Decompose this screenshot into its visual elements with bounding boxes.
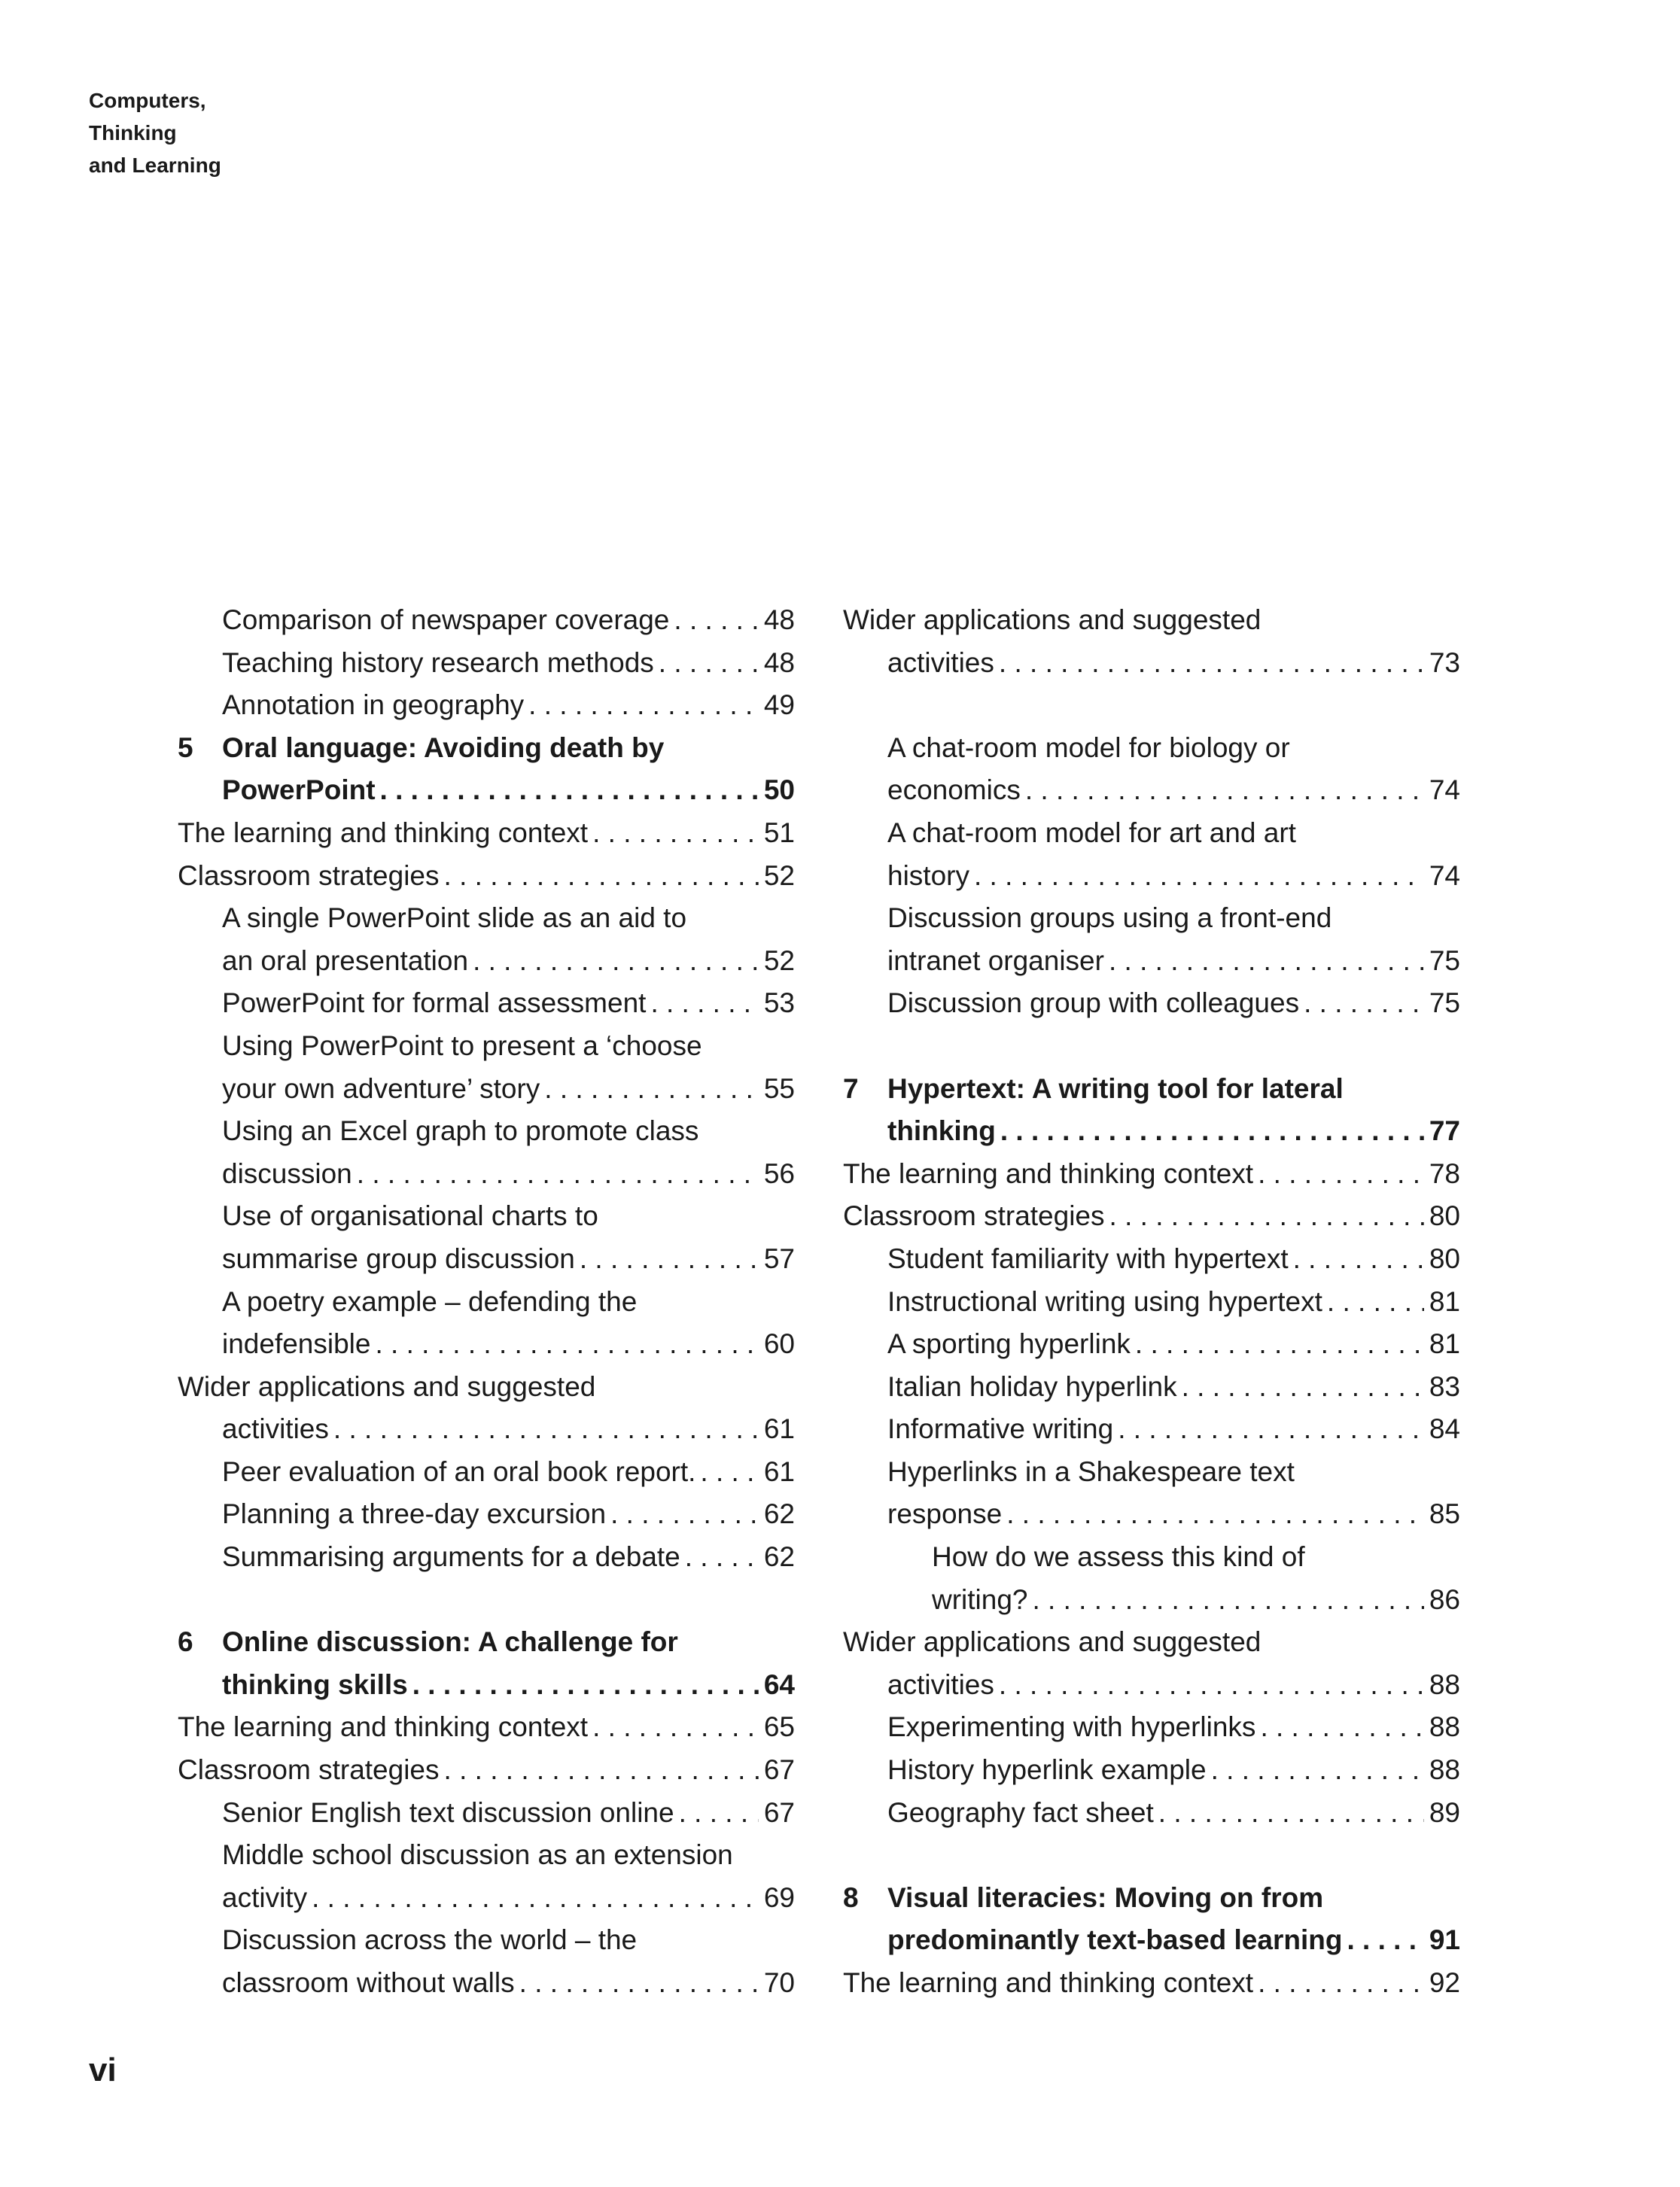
toc-entry-title: discussion — [222, 1157, 352, 1189]
dot-leader — [610, 1493, 759, 1536]
toc-entry[interactable] — [843, 1962, 1460, 2005]
toc-entry[interactable] — [178, 982, 795, 1025]
toc-entry-title: A chat-room model for biology or — [887, 732, 1290, 763]
toc-entry[interactable] — [178, 1706, 795, 1749]
toc-entry-line — [843, 727, 1460, 770]
toc-entry-line — [843, 1323, 1460, 1366]
toc-entry-title: A single PowerPoint slide as an aid to — [222, 902, 687, 934]
toc-page-number: 57 — [763, 1243, 795, 1274]
toc-page-number: 86 — [1429, 1583, 1460, 1615]
toc-page-number: 61 — [763, 1413, 795, 1445]
toc-entry-line — [843, 1664, 1460, 1707]
toc-entry-title: thinking skills — [222, 1668, 408, 1700]
dot-leader — [1293, 1238, 1424, 1281]
toc-entry-title: Use of organisational charts to — [222, 1200, 598, 1232]
toc-entry-line — [843, 1281, 1460, 1324]
toc-page-number: 81 — [1429, 1285, 1460, 1317]
dot-leader — [1182, 1366, 1424, 1409]
toc-entry[interactable] — [178, 855, 795, 898]
toc-chapter-entry[interactable] — [178, 727, 795, 812]
toc-page-number: 89 — [1429, 1796, 1460, 1828]
toc-entry-title: indefensible — [222, 1328, 371, 1360]
toc-entry[interactable] — [178, 684, 795, 727]
toc-entry[interactable] — [843, 1195, 1460, 1238]
toc-entry-line — [843, 1579, 1460, 1622]
toc-entry-line — [178, 1834, 795, 1877]
toc-entry-line — [178, 1493, 795, 1536]
dot-leader — [1109, 1195, 1424, 1238]
toc-entry-title: The learning and thinking context — [843, 1157, 1254, 1189]
toc-entry-line — [178, 1877, 795, 1920]
dot-leader — [357, 1153, 759, 1196]
toc-entry-line — [178, 1919, 795, 1962]
toc-page-number: 81 — [1429, 1328, 1460, 1360]
toc-entry-line — [178, 1323, 795, 1366]
toc-entry[interactable] — [843, 1281, 1460, 1324]
toc-entry-line — [178, 1153, 795, 1196]
toc-entry[interactable] — [843, 812, 1460, 897]
chapter-number: 5 — [178, 732, 193, 763]
toc-entry-title: Hyperlinks in a Shakespeare text — [887, 1455, 1295, 1487]
dot-leader — [1025, 769, 1424, 812]
toc-entry-title: Senior English text discussion online — [222, 1796, 674, 1828]
toc-page-number: 67 — [763, 1796, 795, 1828]
toc-page-number: 80 — [1429, 1243, 1460, 1274]
dot-leader — [1118, 1408, 1424, 1451]
toc-entry-line — [843, 1962, 1460, 2005]
toc-entry-line — [178, 1706, 795, 1749]
toc-page-number: 83 — [1429, 1370, 1460, 1402]
toc-entry-title: PowerPoint — [222, 774, 376, 806]
toc-page-number: 84 — [1429, 1413, 1460, 1445]
toc-entry-title: A sporting hyperlink — [887, 1328, 1131, 1360]
toc-page-number: 74 — [1429, 859, 1460, 891]
toc-entry[interactable] — [843, 1408, 1460, 1451]
toc-page-number: 74 — [1429, 774, 1460, 806]
dot-leader — [592, 1706, 759, 1749]
toc-page-number: 88 — [1429, 1711, 1460, 1743]
toc-entry[interactable] — [178, 812, 795, 855]
toc-entry[interactable] — [843, 982, 1460, 1025]
toc-chapter-entry[interactable] — [843, 1068, 1460, 1153]
toc-entry[interactable] — [843, 1451, 1460, 1536]
toc-entry-line — [843, 1366, 1460, 1409]
toc-entry[interactable] — [178, 1195, 795, 1280]
toc-entry-line — [178, 599, 795, 642]
toc-entry-line — [843, 897, 1460, 940]
toc-entry-line — [178, 1621, 795, 1664]
toc-page-number: 85 — [1429, 1498, 1460, 1530]
toc-entry-title: Middle school discussion as an extension — [222, 1839, 733, 1871]
toc-entry-line — [178, 684, 795, 727]
toc-entry[interactable] — [843, 599, 1460, 684]
toc-entry-title: A poetry example – defending the — [222, 1285, 638, 1317]
dot-leader — [312, 1877, 759, 1920]
toc-entry-line — [178, 1238, 795, 1281]
toc-entry-title: Classroom strategies — [178, 1754, 440, 1786]
chapter-number: 8 — [843, 1881, 859, 1913]
toc-entry-line — [178, 855, 795, 898]
toc-page-number: 80 — [1429, 1200, 1460, 1232]
toc-entry-line — [843, 1195, 1460, 1238]
toc-entry-title: Classroom strategies — [843, 1200, 1105, 1232]
dot-leader — [1135, 1323, 1424, 1366]
toc-entry-line — [178, 1792, 795, 1835]
dot-leader — [999, 642, 1424, 685]
toc-entry-line — [178, 727, 795, 770]
dot-leader — [1260, 1706, 1424, 1749]
toc-entry-title: Experimenting with hyperlinks — [887, 1711, 1256, 1743]
dot-leader — [1258, 1962, 1424, 2005]
toc-entry-title: Annotation in geography — [222, 689, 525, 721]
toc-entry[interactable] — [843, 1366, 1460, 1409]
toc-page-number: 67 — [763, 1754, 795, 1786]
toc-page-number: 55 — [763, 1072, 795, 1104]
toc-entry-line — [178, 769, 795, 812]
toc-entry-title: Visual literacies: Moving on from — [887, 1881, 1324, 1913]
section-gap — [843, 1025, 1460, 1068]
toc-entry-line — [843, 599, 1460, 642]
toc-entry-line — [178, 897, 795, 940]
toc-entry-title: Geography fact sheet — [887, 1796, 1154, 1828]
toc-entry-title: intranet organiser — [887, 944, 1104, 976]
running-head-line: Computers, — [89, 89, 206, 112]
toc-entry-title: Classroom strategies — [178, 859, 440, 891]
toc-page-number: 49 — [763, 689, 795, 721]
dot-leader — [1158, 1792, 1424, 1835]
dot-leader — [412, 1664, 759, 1707]
toc-entry-line — [178, 1110, 795, 1153]
toc-entry-line — [178, 1664, 795, 1707]
toc-entry-title: Wider applications and suggested — [843, 604, 1262, 635]
toc-entry[interactable] — [178, 1281, 795, 1366]
toc-page-number: 73 — [1429, 646, 1460, 678]
toc-entry-title: response — [887, 1498, 1003, 1530]
toc-entry[interactable] — [178, 1834, 795, 1919]
chapter-number: 6 — [178, 1626, 193, 1658]
toc-page-number: 52 — [763, 944, 795, 976]
toc-entry-title: your own adventure’ story — [222, 1072, 540, 1104]
toc-entry-line — [843, 1238, 1460, 1281]
dot-leader — [999, 1664, 1424, 1707]
toc-entry[interactable] — [843, 1536, 1460, 1621]
toc-page-number: 69 — [763, 1881, 795, 1913]
toc-entry[interactable] — [178, 1493, 795, 1536]
dot-leader — [519, 1962, 759, 2005]
toc-entry-title: Discussion group with colleagues — [887, 987, 1300, 1019]
toc-entry-title: Comparison of newspaper coverage — [222, 604, 670, 635]
running-head-line: Thinking — [89, 121, 177, 144]
toc-entry-line — [843, 1110, 1460, 1153]
toc-page-number: 64 — [763, 1668, 795, 1700]
toc-entry-line — [843, 1919, 1460, 1962]
dot-leader — [333, 1408, 759, 1451]
toc-entry-title: Online discussion: A challenge for — [222, 1626, 678, 1658]
toc-page-number: 48 — [763, 604, 795, 635]
toc-entry-title: Italian holiday hyperlink — [887, 1370, 1177, 1402]
toc-entry[interactable] — [178, 1025, 795, 1110]
toc-entry-title: Summarising arguments for a debate — [222, 1541, 680, 1573]
toc-page-number: 92 — [1429, 1967, 1460, 1998]
toc-entry-title: Oral language: Avoiding death by — [222, 732, 665, 763]
toc-entry-title: The learning and thinking context — [178, 1711, 589, 1743]
toc-entry-title: History hyperlink example — [887, 1754, 1207, 1786]
toc-entry-line — [178, 642, 795, 685]
dot-leader — [1258, 1153, 1424, 1196]
dot-leader — [1006, 1493, 1424, 1536]
toc-page-number: 88 — [1429, 1668, 1460, 1700]
toc-entry-line — [843, 769, 1460, 812]
toc-page-number: 53 — [763, 987, 795, 1019]
toc-entry-title: Informative writing — [887, 1413, 1114, 1445]
dot-leader — [544, 1068, 759, 1111]
toc-entry-line — [843, 1536, 1460, 1579]
toc-entry-title: classroom without walls — [222, 1967, 515, 1998]
toc-page-number: 65 — [763, 1711, 795, 1743]
toc-entry-line — [178, 1962, 795, 2005]
toc-entry-line — [843, 1749, 1460, 1792]
toc-entry[interactable] — [178, 1536, 795, 1579]
toc-entry-line — [843, 1493, 1460, 1536]
toc-page-number: 91 — [1429, 1924, 1460, 1956]
dot-leader — [380, 769, 759, 812]
toc-entry[interactable] — [178, 897, 795, 982]
running-head-line: and Learning — [89, 154, 221, 177]
toc-entry-line — [843, 855, 1460, 898]
toc-entry[interactable] — [843, 1238, 1460, 1281]
toc-entry[interactable] — [178, 1792, 795, 1835]
toc-entry[interactable] — [178, 1110, 795, 1195]
dot-leader — [580, 1238, 759, 1281]
dot-leader — [1000, 1110, 1424, 1153]
toc-entry-title: A chat-room model for art and art — [887, 817, 1296, 848]
toc-entry-line — [178, 1025, 795, 1068]
toc-page-number: 75 — [1429, 987, 1460, 1019]
toc-entry-title: Instructional writing using hypertext — [887, 1285, 1322, 1317]
toc-entry-line — [178, 982, 795, 1025]
toc-page-number: 50 — [763, 774, 795, 806]
toc-entry-title: Wider applications and suggested — [178, 1370, 596, 1402]
dot-leader — [444, 855, 759, 898]
toc-entry[interactable] — [843, 1749, 1460, 1792]
section-gap — [178, 1579, 795, 1622]
toc-entry-title: predominantly text-based learning — [887, 1924, 1343, 1956]
toc-entry[interactable] — [178, 1451, 795, 1494]
dot-leader — [473, 940, 759, 983]
toc-entry-title: an oral presentation — [222, 944, 469, 976]
toc-entry-line — [843, 1792, 1460, 1835]
toc-page-number: 62 — [763, 1498, 795, 1530]
toc-page-number: 48 — [763, 646, 795, 678]
dot-leader — [1347, 1919, 1424, 1962]
toc-entry-line — [843, 940, 1460, 983]
dot-leader — [1304, 982, 1424, 1025]
toc-entry[interactable] — [178, 1749, 795, 1792]
toc-entry-title: Student familiarity with hypertext — [887, 1243, 1289, 1274]
dot-leader — [700, 1451, 759, 1494]
toc-entry[interactable] — [843, 727, 1460, 812]
toc-entry-title: thinking — [887, 1115, 996, 1147]
toc-page-number: 60 — [763, 1328, 795, 1360]
toc-entry-title: Peer evaluation of an oral book report. — [222, 1455, 696, 1487]
toc-entry[interactable] — [178, 642, 795, 685]
section-gap — [843, 684, 1460, 727]
toc-entry[interactable] — [178, 1366, 795, 1451]
toc-entry-line — [843, 1621, 1460, 1664]
toc-entry[interactable] — [843, 1706, 1460, 1749]
dot-leader — [1327, 1281, 1424, 1324]
toc-entry[interactable] — [843, 1153, 1460, 1196]
toc-entry-title: The learning and thinking context — [178, 817, 589, 848]
toc-page-number: 88 — [1429, 1754, 1460, 1786]
running-head — [89, 84, 221, 181]
toc-entry-title: Using an Excel graph to promote class — [222, 1115, 699, 1147]
toc-entry-title: writing? — [932, 1583, 1028, 1615]
toc-page-number: 70 — [763, 1967, 795, 1998]
toc-entry-title: How do we assess this kind of — [932, 1541, 1305, 1573]
toc-entry-line — [843, 1068, 1460, 1111]
dot-leader — [444, 1749, 759, 1792]
toc-entry-line — [843, 642, 1460, 685]
toc-entry-title: Teaching history research methods — [222, 646, 654, 678]
toc-entry-title: economics — [887, 774, 1021, 806]
dot-leader — [674, 599, 759, 642]
toc-entry-line — [178, 1366, 795, 1409]
toc-page-number: 56 — [763, 1157, 795, 1189]
toc-entry-title: The learning and thinking context — [843, 1967, 1254, 1998]
toc-entry[interactable] — [843, 1621, 1460, 1706]
toc-entry-title: history — [887, 859, 969, 891]
toc-entry-title: Discussion across the world – the — [222, 1924, 638, 1956]
toc-entry-line — [178, 1536, 795, 1579]
toc-entry[interactable] — [843, 1323, 1460, 1366]
toc-entry-title: PowerPoint for formal assessment — [222, 987, 647, 1019]
toc-entry-line — [178, 1195, 795, 1238]
toc-entry-title: Wider applications and suggested — [843, 1626, 1262, 1658]
dot-leader — [1211, 1749, 1424, 1792]
toc-entry-title: activities — [887, 646, 994, 678]
page-number: vi — [89, 2052, 117, 2088]
toc-page-number: 75 — [1429, 944, 1460, 976]
toc-chapter-entry[interactable] — [178, 1621, 795, 1706]
toc-entry-line — [178, 812, 795, 855]
toc-left-column — [178, 599, 795, 2005]
dot-leader — [1033, 1579, 1425, 1622]
dot-leader — [650, 982, 759, 1025]
toc-page-number: 62 — [763, 1541, 795, 1573]
toc-entry-title: activities — [222, 1413, 329, 1445]
toc-entry[interactable] — [178, 599, 795, 642]
toc-entry-line — [178, 1749, 795, 1792]
toc-entry-line — [178, 1281, 795, 1324]
dot-leader — [592, 812, 759, 855]
toc-right-column — [843, 599, 1460, 2005]
section-gap — [843, 1834, 1460, 1877]
toc-entry-line — [843, 1877, 1460, 1920]
dot-leader — [679, 1792, 759, 1835]
toc-entry[interactable] — [843, 897, 1460, 982]
chapter-number: 7 — [843, 1072, 859, 1104]
toc-entry[interactable] — [843, 1792, 1460, 1835]
toc-page-number: 61 — [763, 1455, 795, 1487]
toc-page-number: 78 — [1429, 1157, 1460, 1189]
toc-entry-line — [843, 812, 1460, 855]
dot-leader — [685, 1536, 759, 1579]
toc-entry-title: activity — [222, 1881, 308, 1913]
toc-entry-line — [178, 1068, 795, 1111]
dot-leader — [528, 684, 759, 727]
dot-leader — [375, 1323, 759, 1366]
toc-page-number: 52 — [763, 859, 795, 891]
toc-entry-line — [843, 1451, 1460, 1494]
toc-entry-line — [843, 1408, 1460, 1451]
dot-leader — [974, 855, 1424, 898]
dot-leader — [1109, 940, 1424, 983]
toc-entry-title: summarise group discussion — [222, 1243, 575, 1274]
toc-page-number: 77 — [1429, 1115, 1460, 1147]
toc-chapter-entry[interactable] — [843, 1877, 1460, 1962]
toc-entry-line — [178, 1451, 795, 1494]
toc-entry-line — [843, 1706, 1460, 1749]
toc-entry-line — [843, 982, 1460, 1025]
toc-entry-line — [178, 1408, 795, 1451]
toc-entry-title: Hypertext: A writing tool for lateral — [887, 1072, 1344, 1104]
toc-entry-title: activities — [887, 1668, 994, 1700]
toc-entry-title: Using PowerPoint to present a ‘choose — [222, 1030, 702, 1061]
toc-entry-line — [178, 940, 795, 983]
toc-page-number: 51 — [763, 817, 795, 848]
toc-entry-title: Planning a three-day excursion — [222, 1498, 607, 1530]
toc-entry[interactable] — [178, 1919, 795, 2004]
toc-entry-title: Discussion groups using a front-end — [887, 902, 1332, 934]
toc-entry-line — [843, 1153, 1460, 1196]
dot-leader — [659, 642, 759, 685]
